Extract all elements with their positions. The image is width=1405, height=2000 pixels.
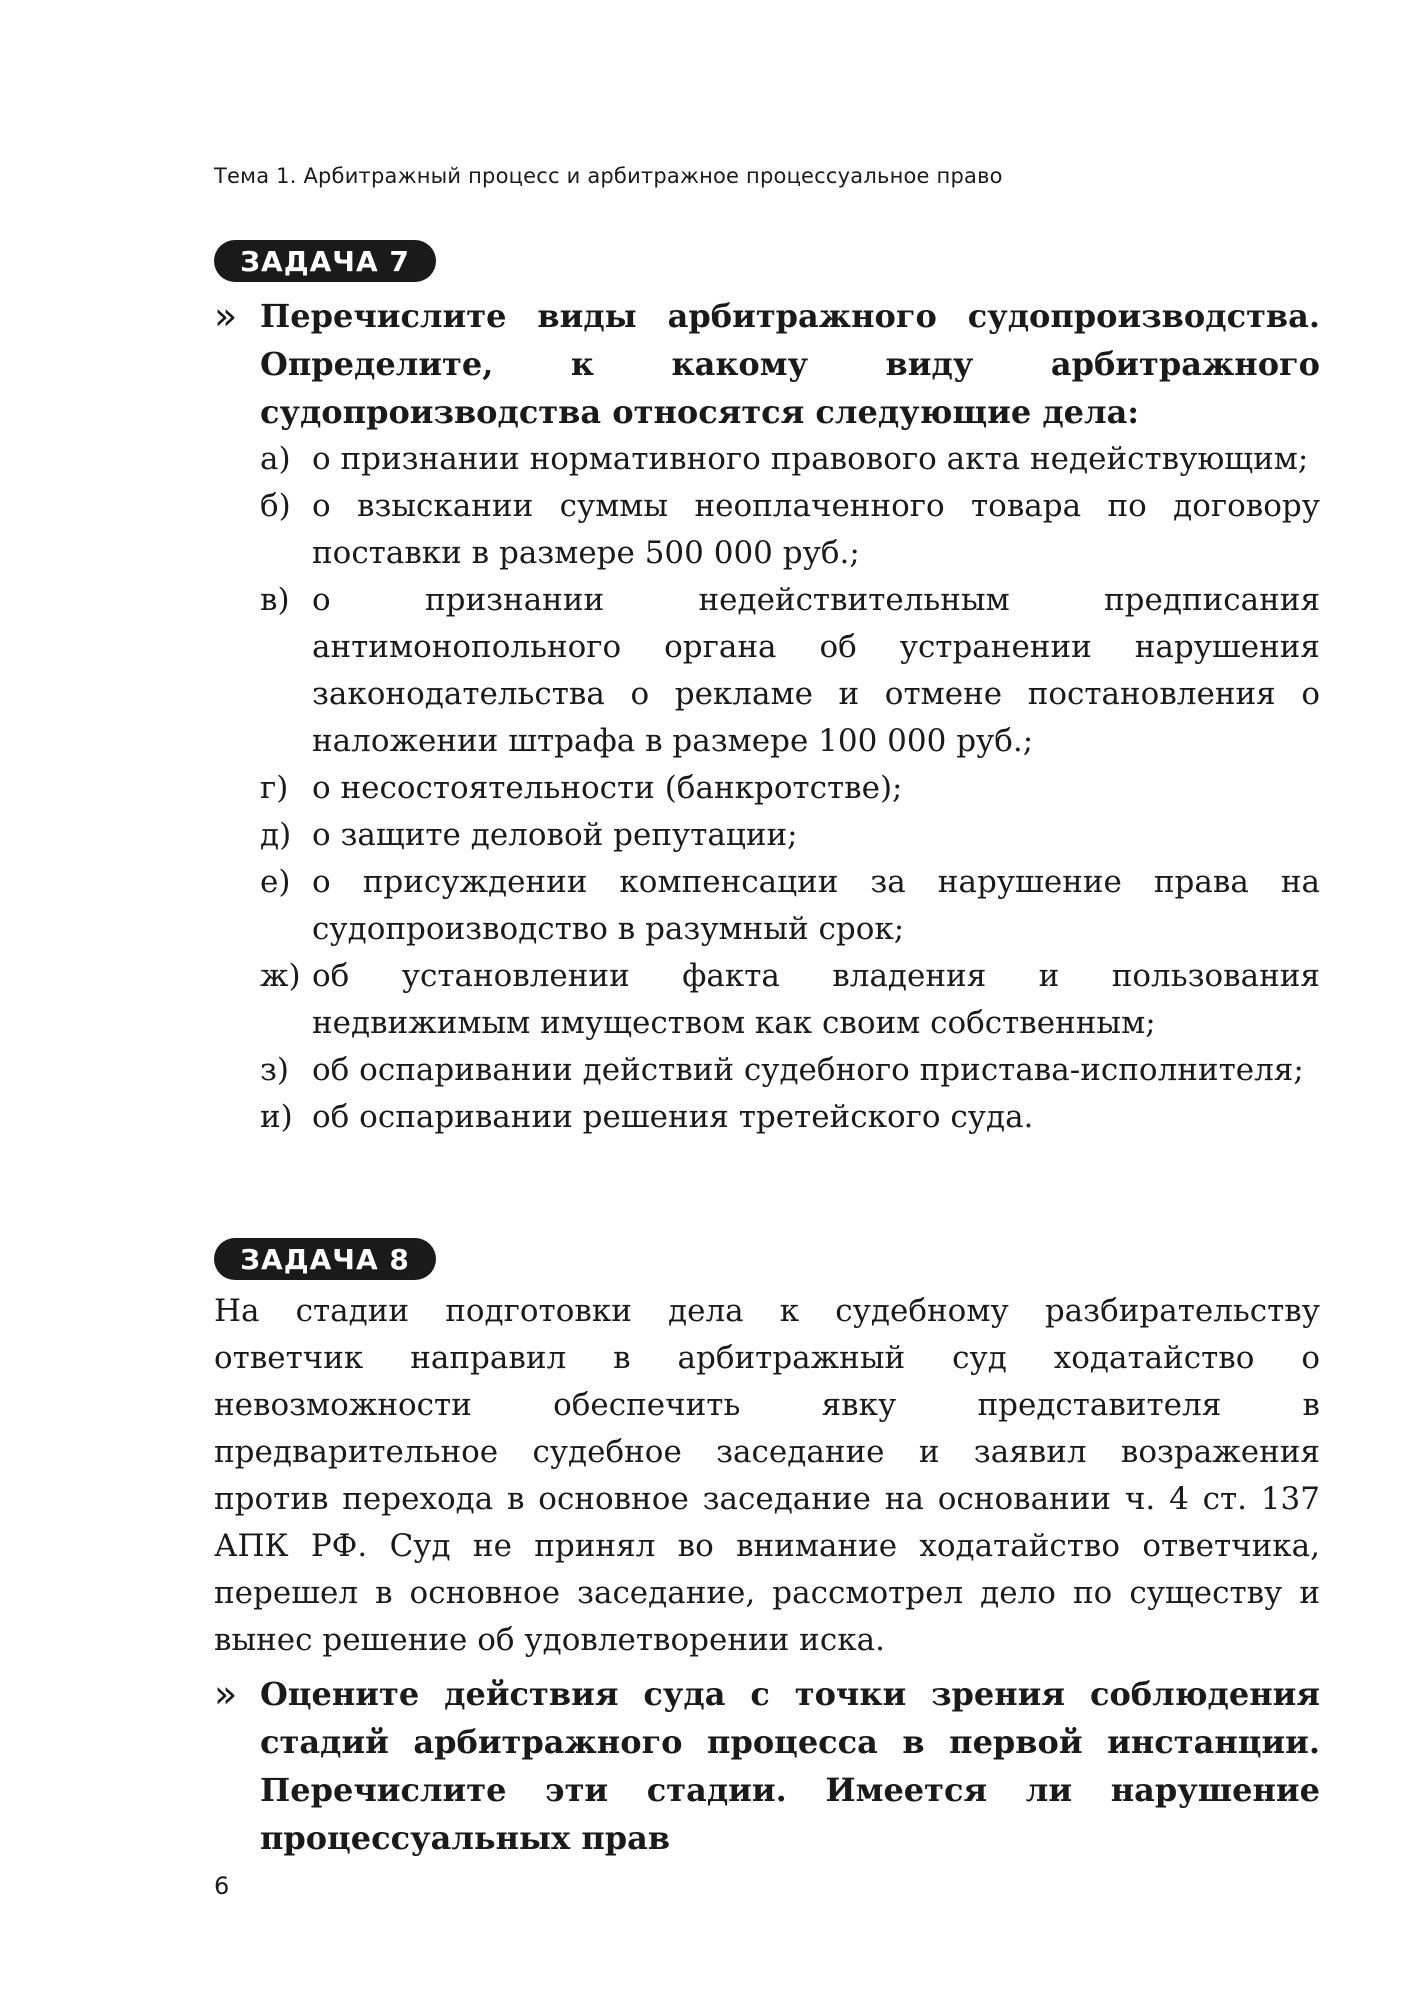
list-item-text: об оспаривании действий судебного пристава-исполнителя; bbox=[312, 1052, 1304, 1088]
list-item-mark: в) bbox=[260, 582, 290, 618]
list-item-text: о признании нормативного правового акта недействующим; bbox=[312, 441, 1309, 477]
list-item-text: о несостоятельности (банкротстве); bbox=[312, 770, 903, 806]
task-7-question bbox=[214, 292, 1320, 436]
task-8-question-text: Оцените действия суда с точки зрения соблюдения стадий арбитражного процесса в первой инстанции. Перечислите эти стадии. Имеется ли нарушение процессуальных прав bbox=[260, 1675, 1320, 1857]
task-7-badge: ЗАДАЧА 7 bbox=[214, 240, 436, 282]
task-7-question-text: Перечислите виды арбитражного судопроизводства. Определите, к какому виду арбитражного судопроизводства относятся следующие дела: bbox=[260, 297, 1320, 431]
task-8-question bbox=[214, 1670, 1320, 1862]
list-item-text: об установлении факта владения и пользования недвижимым имуществом как своим собственным; bbox=[312, 958, 1320, 1041]
list-item-text: о взыскании суммы неоплаченного товара по договору поставки в размере 500 000 руб.; bbox=[312, 488, 1320, 571]
running-head: Тема 1. Арбитражный процесс и арбитражное процессуальное право bbox=[214, 164, 1003, 188]
list-item-mark: з) bbox=[260, 1052, 290, 1088]
list-item bbox=[260, 1047, 1320, 1094]
list-item-mark: д) bbox=[260, 817, 292, 853]
list-item bbox=[260, 483, 1320, 577]
list-item-mark: б) bbox=[260, 488, 291, 524]
list-item-text: о защите деловой репутации; bbox=[312, 817, 798, 853]
task-8-paragraph: На стадии подготовки дела к судебному разбирательству ответчик направил в арбитражный суд ходатайство о невозможности обеспечить явку представителя в предварительное судебное заседание и заявил возражения против перехода в основное заседание на основании ч. 4 ст. 137 АПК РФ. Суд не принял во внимание ходатайство ответчика, перешел в основное заседание, рассмотрел дело по существу и вынес решение об удовлетворении иска. bbox=[214, 1293, 1320, 1658]
list-item-text: о присуждении компенсации за нарушение права на судопроизводство в разумный срок; bbox=[312, 864, 1320, 947]
list-item bbox=[260, 1094, 1320, 1141]
chevron-right-icon: » bbox=[214, 1672, 238, 1716]
list-item bbox=[260, 577, 1320, 765]
list-item bbox=[260, 859, 1320, 953]
page-number: 6 bbox=[214, 1872, 230, 1900]
list-item-mark: а) bbox=[260, 441, 291, 477]
chevron-right-icon: » bbox=[214, 294, 238, 338]
list-item bbox=[260, 812, 1320, 859]
list-item-text: об оспаривании решения третейского суда. bbox=[312, 1099, 1034, 1135]
list-item-text: о признании недействительным предписания антимонопольного органа об устранении нарушения законодательства о рекламе и отмене постановления о наложении штрафа в размере 100 000 руб.; bbox=[312, 582, 1320, 759]
list-item-mark: е) bbox=[260, 864, 291, 900]
list-item bbox=[260, 765, 1320, 812]
list-item-mark: г) bbox=[260, 770, 289, 806]
list-item-mark: и) bbox=[260, 1099, 293, 1135]
list-item bbox=[260, 436, 1320, 483]
task-8-badge: ЗАДАЧА 8 bbox=[214, 1238, 436, 1280]
task-7-case-list bbox=[260, 436, 1320, 1141]
list-item-mark: ж) bbox=[260, 958, 301, 994]
list-item bbox=[260, 953, 1320, 1047]
